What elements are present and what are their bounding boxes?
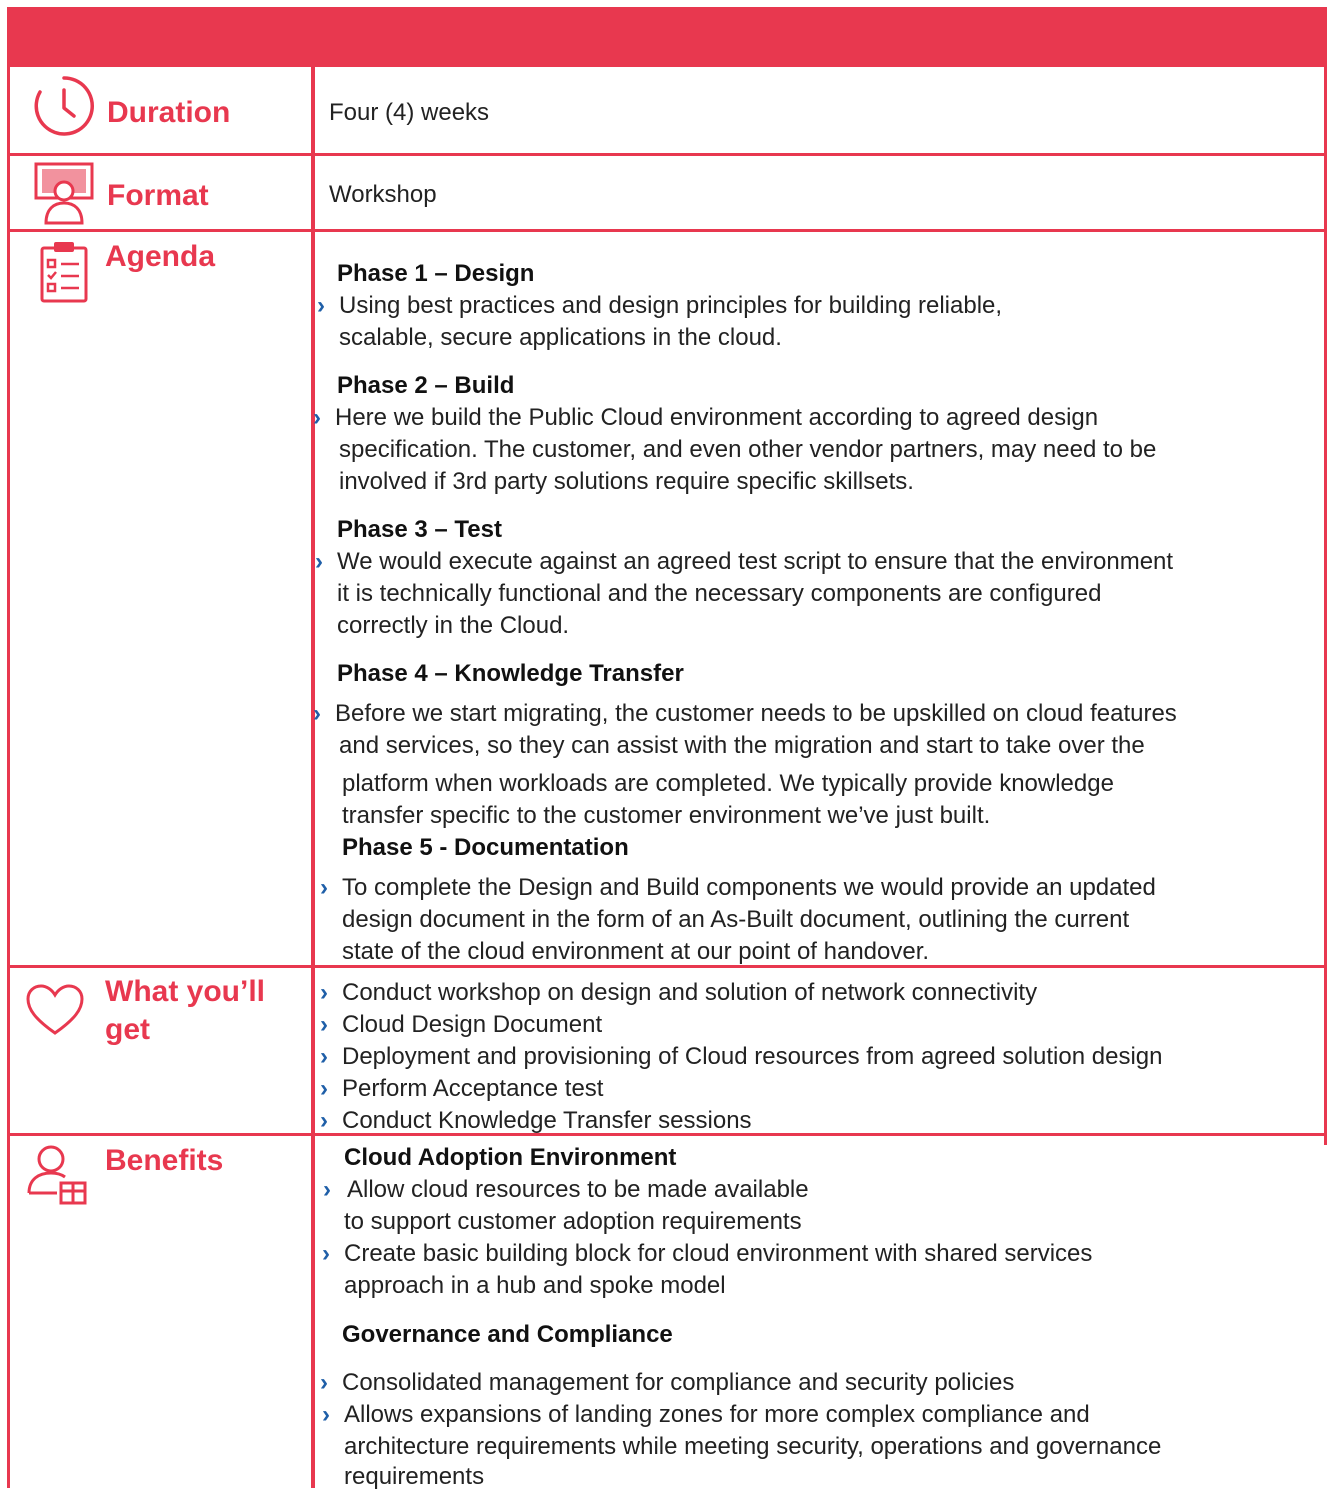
duration-value: Four (4) weeks: [329, 99, 490, 126]
benefit-line: › Consolidated management for compliance and security policies: [342, 1367, 1014, 1399]
phase-line: design document in the form of an As-Built document, outlining the current: [342, 906, 1130, 933]
chevron-right-icon: ›: [320, 1369, 328, 1396]
heart-icon: [25, 983, 85, 1037]
chevron-right-icon: ›: [320, 979, 328, 1006]
table-header: [7, 7, 1327, 67]
chevron-right-icon: ›: [320, 1075, 328, 1102]
list-item: › Conduct Knowledge Transfer sessions: [342, 1105, 752, 1137]
phase-line: it is technically functional and the necessary components are configured: [337, 580, 1102, 607]
phase-title: Phase 2 – Build: [337, 372, 515, 399]
phase-line: › To complete the Design and Build components we would provide an updated: [342, 872, 1156, 904]
benefit-line: › Allows expansions of landing zones for more complex compliance and: [344, 1399, 1090, 1431]
get-label: What you’ll: [105, 975, 265, 1008]
chevron-right-icon: ›: [323, 1176, 331, 1203]
chevron-right-icon: ›: [313, 404, 321, 431]
chevron-right-icon: ›: [320, 1011, 328, 1038]
benefit-line: › Allow cloud resources to be made available: [347, 1174, 809, 1206]
phase-line: scalable, secure applications in the cloud.: [339, 324, 782, 351]
phase-line: involved if 3rd party solutions require specific skillsets.: [339, 468, 914, 495]
phase-title: Phase 4 – Knowledge Transfer: [337, 660, 684, 687]
agenda-label: Agenda: [105, 240, 216, 273]
chevron-right-icon: ›: [320, 1107, 328, 1134]
phase-title: Phase 5 - Documentation: [342, 834, 629, 861]
clock-icon: [32, 74, 96, 138]
row-divider: [7, 153, 1327, 156]
list-item: › Conduct workshop on design and solution of network connectivity: [342, 977, 1037, 1009]
left-border: [7, 67, 10, 1488]
benefit-line: approach in a hub and spoke model: [344, 1272, 726, 1299]
phase-line: › Using best practices and design principles for building reliable,: [339, 290, 1002, 322]
service-table: [7, 7, 1327, 1488]
benefit-line: › Create basic building block for cloud environment with shared services: [344, 1238, 1092, 1270]
benefit-section-title: Governance and Compliance: [342, 1321, 673, 1348]
phase-title: Phase 1 – Design: [337, 260, 535, 287]
get-label-line2: get: [105, 1013, 150, 1046]
benefit-line: requirements: [344, 1463, 485, 1490]
phase-line: › Before we start migrating, the customer needs to be upskilled on cloud features: [335, 698, 1177, 730]
phase-line: state of the cloud environment at our point of handover.: [342, 938, 930, 965]
phase-line: › Here we build the Public Cloud environment according to agreed design: [335, 402, 1098, 434]
phase-line: › We would execute against an agreed test script to ensure that the environment: [337, 546, 1173, 578]
list-item: › Deployment and provisioning of Cloud resources from agreed solution design: [342, 1041, 1162, 1073]
chevron-right-icon: ›: [320, 1043, 328, 1070]
phase-line: platform when workloads are completed. We typically provide knowledge: [342, 770, 1114, 797]
list-item: › Cloud Design Document: [342, 1009, 602, 1041]
duration-label: Duration: [107, 96, 231, 129]
chevron-right-icon: ›: [320, 874, 328, 901]
phase-line: specification. The customer, and even other vendor partners, may need to be: [339, 436, 1157, 463]
user-gift-icon: [27, 1143, 89, 1205]
benefit-section-title: Cloud Adoption Environment: [344, 1144, 677, 1171]
format-label: Format: [107, 179, 209, 212]
phase-line: and services, so they can assist with the migration and start to take over the: [339, 732, 1145, 759]
benefits-label: Benefits: [105, 1144, 224, 1177]
chevron-right-icon: ›: [315, 548, 323, 575]
phase-line: transfer specific to the customer environment we’ve just built.: [342, 802, 991, 829]
phase-line: correctly in the Cloud.: [337, 612, 570, 639]
benefit-line: architecture requirements while meeting security, operations and governance: [344, 1433, 1162, 1460]
list-item: › Perform Acceptance test: [342, 1073, 603, 1105]
chevron-right-icon: ›: [313, 700, 321, 727]
benefit-line: to support customer adoption requirements: [344, 1208, 802, 1235]
presentation-icon: [32, 161, 96, 225]
row-divider: [7, 229, 1327, 232]
chevron-right-icon: ›: [322, 1401, 330, 1428]
chevron-right-icon: ›: [317, 292, 325, 319]
format-value: Workshop: [329, 181, 437, 208]
phase-title: Phase 3 – Test: [337, 516, 502, 543]
clipboard-icon: [39, 240, 89, 304]
chevron-right-icon: ›: [322, 1240, 330, 1267]
